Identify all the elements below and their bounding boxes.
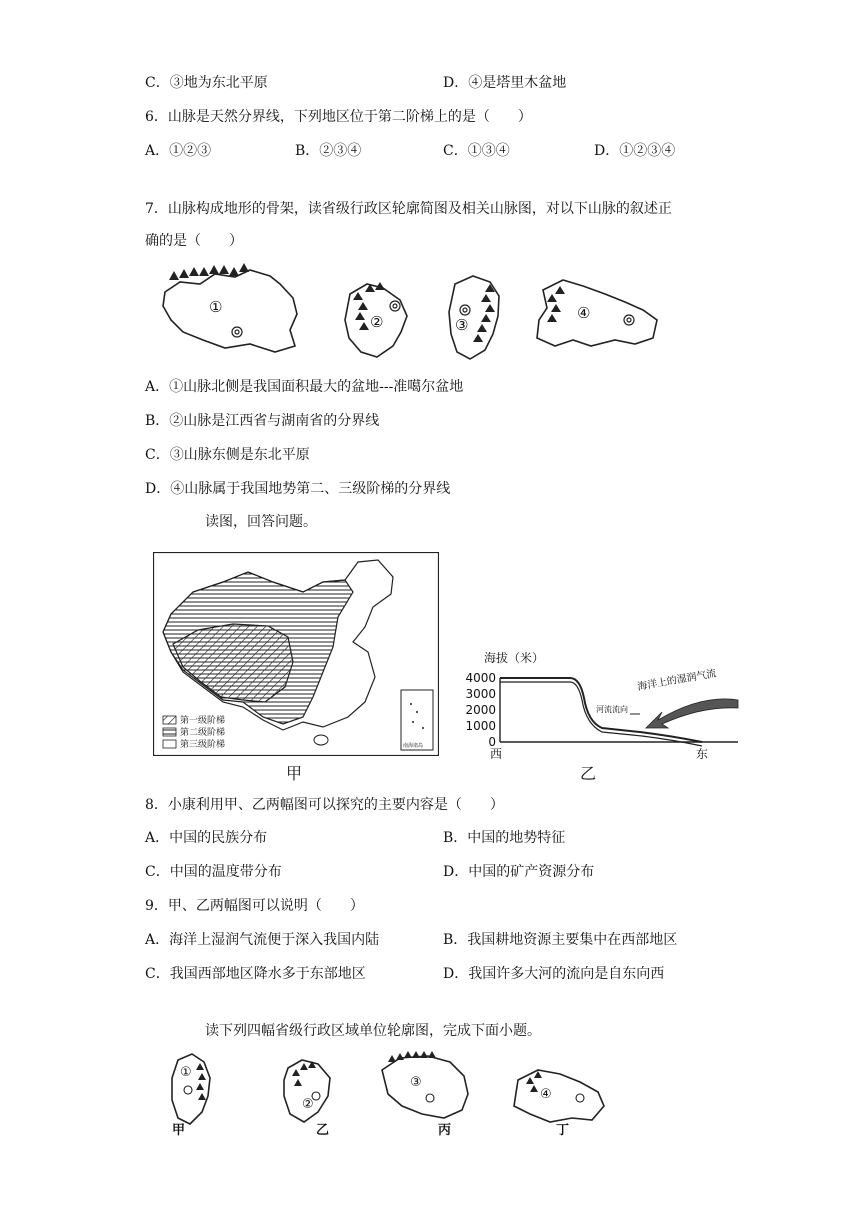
outline-1 [163,270,297,352]
svg-text:③: ③ [410,1075,422,1090]
q7-option-a: A．①山脉北侧是我国面积最大的盆地---准噶尔盆地 [145,379,464,395]
svg-text:丙: 丙 [438,1123,452,1136]
q7-stem-line2: 确的是（ ） [145,233,243,249]
q8-option-a: A．中国的民族分布 [145,830,268,846]
svg-text:西: 西 [490,747,503,760]
svg-text:乙: 乙 [316,1123,330,1136]
q5-option-c: C．③地为东北平原 [145,75,268,91]
map-legend [163,714,225,750]
svg-text:河流流向: 河流流向 [596,705,628,714]
outline-bing [382,1056,468,1118]
svg-text:丁: 丁 [556,1123,570,1136]
svg-text:2000: 2000 [465,703,496,717]
q7-province-outlines-figure [155,262,675,364]
four-province-outlines-figure [168,1048,618,1136]
outline-label-2: ② [370,313,384,331]
q8-stem: 8．小康利用甲、乙两幅图可以探究的主要内容是（ ） [145,797,504,813]
q7-option-c: C．③山脉东侧是东北平原 [145,447,310,463]
svg-text:第二级阶梯: 第二级阶梯 [180,728,226,738]
q9-option-c: C．我国西部地区降水多于东部地区 [145,966,366,982]
intro-four-outlines: 读下列四幅省级行政区域单位轮廓图，完成下面小题。 [205,1023,541,1039]
q9-option-a: A．海洋上湿润气流便于深入我国内陆 [145,932,380,948]
q6-stem: 6．山脉是天然分界线，下列地区位于第二阶梯上的是（ ） [145,109,532,125]
outline-label-4: ④ [577,304,591,322]
outline-label-1: ① [209,298,223,316]
svg-text:东: 东 [696,747,709,760]
outline-label-3: ③ [455,316,469,334]
svg-text:4000: 4000 [465,671,496,685]
q5-option-d: D．④是塔里木盆地 [443,75,567,91]
q7-stem-line1: 7．山脉构成地形的骨架，读省级行政区轮廓简图及相关山脉图，对以下山脉的叙述正 [145,201,672,217]
q7-option-b: B．②山脉是江西省与湖南省的分界线 [145,413,380,429]
china-terrain-steps-map [153,552,439,756]
q6-option-c: C．①③④ [443,143,510,159]
outline-4 [537,280,657,346]
q6-option-a: A．①②③ [145,143,212,159]
svg-text:1000: 1000 [465,719,496,733]
q6-option-b: B．②③④ [295,143,362,159]
q8-option-b: B．中国的地势特征 [443,830,566,846]
svg-text:第三级阶梯: 第三级阶梯 [180,740,226,750]
svg-text:甲: 甲 [172,1123,186,1136]
q9-option-d: D．我国许多大河的流向是自东向西 [443,966,665,982]
svg-text:第一级阶梯: 第一级阶梯 [180,716,226,726]
q7-option-d: D．④山脉属于我国地势第二、三级阶梯的分界线 [145,481,451,497]
svg-text:0: 0 [488,735,496,749]
svg-text:②: ② [302,1097,314,1112]
west-east-profile-chart [462,650,744,760]
svg-text:海拔（米）: 海拔（米） [484,651,545,665]
q8-option-c: C．中国的温度带分布 [145,864,282,880]
map-jia-caption: 甲 [286,764,303,783]
q6-option-d: D．①②③④ [594,143,676,159]
svg-text:海洋上的湿润气流: 海洋上的湿润气流 [636,668,718,693]
chart-yi-caption: 乙 [580,764,597,783]
svg-text:南海诸岛: 南海诸岛 [403,743,424,749]
svg-text:3000: 3000 [465,687,496,701]
q9-option-b: B．我国耕地资源主要集中在西部地区 [443,932,678,948]
outline-ding [514,1070,604,1122]
q9-stem: 9．甲、乙两幅图可以说明（ ） [145,898,364,914]
intro-read-figure: 读图，回答问题。 [205,514,317,530]
svg-text:④: ④ [540,1087,552,1102]
q8-option-d: D．中国的矿产资源分布 [443,864,595,880]
svg-text:①: ① [180,1065,192,1080]
